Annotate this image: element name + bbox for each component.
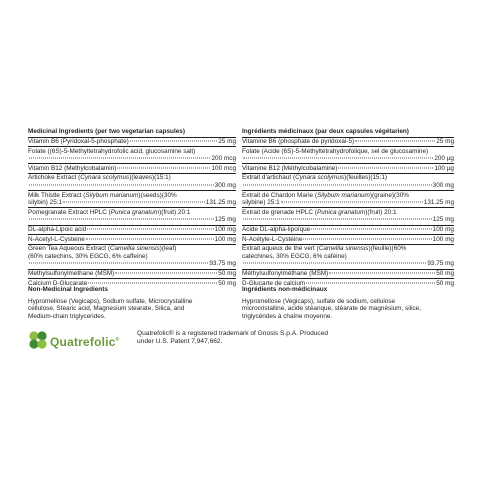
ingredient-amount: 125 mg <box>214 216 236 224</box>
ingredient-amount: 131.25 mg <box>205 199 236 207</box>
non-medicinal-text: cellulose, Stearic acid, Magnesium stearate, Silica, and <box>28 305 185 313</box>
dot-leader <box>338 167 433 168</box>
ingredient-amount: 50 mg <box>218 270 236 277</box>
non-medicinal-ingredients-fr <box>242 286 454 320</box>
ingredient-amount: 125 mg <box>432 216 454 224</box>
dot-leader <box>29 219 214 220</box>
ingredient-amount: 100 mg <box>214 226 236 234</box>
dot-leader <box>306 282 435 283</box>
ingredient-name: Vitamine B6 (phosphate de pyridoxal-5) <box>242 138 355 146</box>
ingredient-amount: 300 mg <box>432 182 454 190</box>
ingredient-amount: 100 mg <box>214 235 236 243</box>
dot-leader <box>243 219 432 220</box>
quatrefolic-trademark <box>28 326 438 354</box>
dot-leader <box>303 238 431 239</box>
dot-leader <box>115 273 217 274</box>
quatrefolic-logo-text: Quatrefolic® <box>50 335 120 349</box>
dot-leader <box>329 273 435 274</box>
ingredient-name: D-Glucarte de calcium <box>242 279 306 287</box>
ingredient-amount: 200 mcg <box>211 155 236 163</box>
ingredient-row <box>28 148 236 163</box>
ingredient-amount: 50 mg <box>436 279 454 287</box>
ingredient-amount: 200 µg <box>434 155 454 163</box>
ingredient-row <box>242 165 454 173</box>
ingredient-row <box>242 209 454 224</box>
trademark-note: Quatrefolic® is a registered trademark of Gnosis S.p.A. Produced under U.S. Patent 7,947,662. <box>137 330 329 345</box>
non-medicinal-text: Hypromellose (Vegicaps), sulfate de sodium, cellulose <box>242 297 396 305</box>
ingredient-amount: 25 mg <box>218 138 236 146</box>
ingredient-name: Extrait de Chardon Marie (Silybum marianum)(graine)(30% <box>242 191 409 199</box>
ingredient-name: Pomegranate Extract HPLC (Punica granatum)(fruit) 20:1 <box>28 208 191 216</box>
four-leaf-clover-icon <box>28 330 48 350</box>
ingredient-row <box>28 226 236 234</box>
dot-leader <box>86 238 214 239</box>
ingredient-amount: 100 mg <box>432 235 454 243</box>
ingredient-amount: 100 µg <box>434 164 454 172</box>
ingredient-name: N-Acetyl-L-Cysteine <box>28 235 85 243</box>
non-medicinal-heading-en: Non-Medicinal Ingredients <box>28 286 108 293</box>
dot-leader <box>355 141 435 142</box>
ingredient-row <box>242 270 454 278</box>
ingredient-amount: 300 mg <box>214 182 236 190</box>
ingredient-row: Extrait aqueux de thé vert (Camellia sinensis)(feuille)(60% catéchines, 30% EGCG, 6% caféine) 93.75 mg <box>242 245 454 268</box>
ingredient-amount: 50 mg <box>218 279 236 287</box>
dot-leader <box>63 202 205 203</box>
dot-leader <box>311 229 431 230</box>
non-medicinal-text: Hypromellose (Vegicaps), Sodium sulfate, Microcrystalline <box>28 297 193 305</box>
ingredient-amount: 131.25 mg <box>423 199 454 207</box>
dot-leader <box>29 185 214 186</box>
ingredient-amount: 50 mg <box>436 270 454 277</box>
ingredient-name: Methylsulfonylmethane (MSM) <box>28 270 115 277</box>
ingredient-name: Folate ((6S)-5-Methyltetrahydrofolic acid, glucosamine salt) <box>28 147 196 155</box>
ingredient-row: Milk Thistle Extract (Silybum marianum)(seeds)(30% silybin) 25:1 131.25 mg <box>28 191 236 207</box>
ingredient-amount: 25 mg <box>436 138 454 146</box>
medicinal-ingredients-en <box>28 128 236 287</box>
ingredient-name: N-Acétyle-L-Cystéine <box>242 235 303 243</box>
dot-leader <box>117 167 210 168</box>
dot-leader <box>243 158 433 159</box>
medicinal-ingredients-fr <box>242 128 454 287</box>
dot-leader <box>243 185 432 186</box>
ingredient-name: Artichoke Extract (Cynara scolymus)(leaves)(15:1) <box>28 174 171 182</box>
non-medicinal-text: triglycérides à chaîne moyenne. <box>242 312 333 320</box>
dot-leader <box>29 263 208 264</box>
ingredient-row <box>242 138 454 146</box>
ingredient-row <box>28 209 236 224</box>
ingredient-name: Vitamin B6 (Pyridoxal-5-phosphate) <box>28 138 129 146</box>
ingredient-amount: 93.75 mg <box>427 260 454 268</box>
dot-leader <box>88 282 217 283</box>
dot-leader <box>29 158 210 159</box>
dot-leader <box>243 263 426 264</box>
ingredient-row <box>242 174 454 189</box>
ingredient-row: Extrait de Chardon Marie (Silybum marianum)(graine)(30% silybine) 25:1 131.25 mg <box>242 191 454 207</box>
ingredient-row <box>28 270 236 278</box>
non-medicinal-ingredients-en <box>28 286 236 320</box>
ingredient-amount: 100 mcg <box>211 164 236 172</box>
ingredient-row <box>28 165 236 173</box>
ingredient-name: Méthylsulfonylméthane (MSM) <box>242 270 329 277</box>
ingredient-name: Vitamin B12 (Methylcobalamin) <box>28 164 117 172</box>
ingredient-name: Calcium D-Glucarate <box>28 279 88 287</box>
ingredient-row <box>28 174 236 189</box>
ingredient-row <box>242 148 454 163</box>
ingredient-row <box>28 236 236 244</box>
non-medicinal-text: Medium-chain triglycerides. <box>28 312 106 320</box>
dot-leader <box>281 202 423 203</box>
ingredient-row <box>242 226 454 234</box>
ingredient-name: Extrait aqueux de thé vert (Camellia sinensis)(feuille)(60% <box>242 245 407 253</box>
non-medicinal-text: microcristalline, acide stéarique, stéarate de magnésium, silice, <box>242 305 422 313</box>
ingredient-row <box>242 236 454 244</box>
ingredient-amount: 100 mg <box>432 226 454 234</box>
ingredient-row <box>28 138 236 146</box>
ingredient-amount: 93.75 mg <box>209 260 236 268</box>
ingredient-name: Milk Thistle Extract (Silybum marianum)(seeds)(30% <box>28 191 177 199</box>
non-medicinal-heading-fr: Ingrédients non-médicinaux <box>242 286 328 293</box>
ingredient-name: Extrait de grenade HPLC (Punica granatum)(fruit) 20:1 <box>242 208 397 216</box>
ingredient-name: Green Tea Aqueous Extract (Camellia sinensis)(leaf) <box>28 245 177 253</box>
medicinal-heading-fr: Ingrédients médicinaux (par deux capsules végétarien) <box>242 128 409 135</box>
ingredient-name: Vitamine B12 (Méthylcobalamine) <box>242 164 338 172</box>
ingredient-name: DL-alpha-Lipoic acid <box>28 226 87 234</box>
ingredient-name: Extrait d'artichaut (Cynara scolymus)(feuilles)(15:1) <box>242 174 388 182</box>
dot-leader <box>130 141 217 142</box>
dot-leader <box>87 229 213 230</box>
ingredient-name: Acide DL-alpha-lipoïque <box>242 226 311 234</box>
ingredient-row: Green Tea Aqueous Extract (Camellia sinensis)(leaf) (60% catechins, 30% EGCG, 6% caffeine) 93.75 mg <box>28 245 236 268</box>
ingredient-name: Folate (Acide (6S)-5-Méthyltétrahydrofolique, sel de glucosamine) <box>242 147 429 155</box>
medicinal-heading-en: Medicinal Ingredients (per two vegetarian capsules) <box>28 128 185 135</box>
